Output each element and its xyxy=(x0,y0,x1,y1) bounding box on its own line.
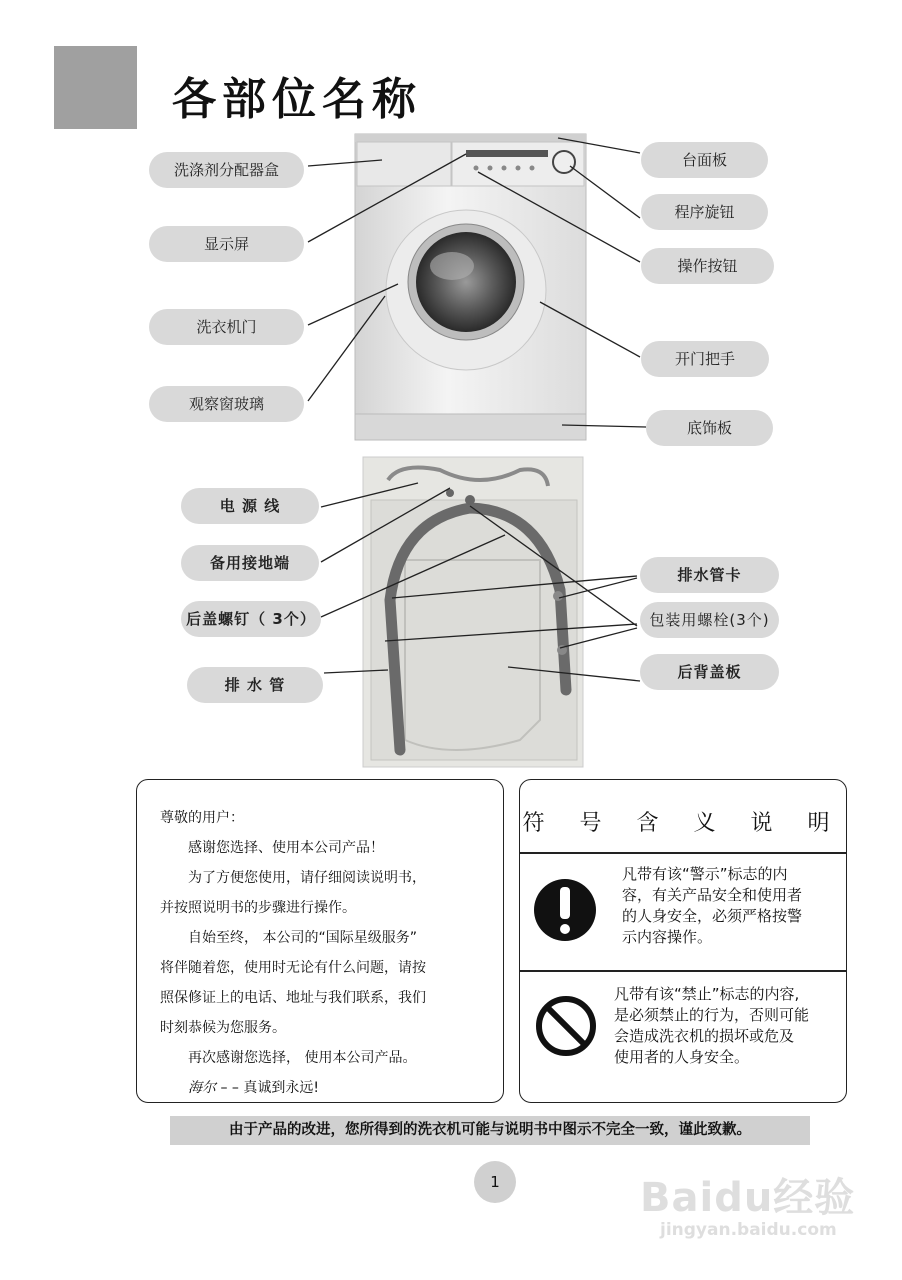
baidu-watermark-url: jingyan.baidu.com xyxy=(660,1220,837,1240)
forbidden-text-line: 使用者的人身安全。 xyxy=(614,1048,750,1066)
label-top-panel: 台面板 xyxy=(641,142,768,178)
window-glass xyxy=(416,232,516,332)
letter-signoff xyxy=(188,1073,319,1103)
warning-text-line: 示内容操作。 xyxy=(622,928,713,946)
label-back-cover: 后背盖板 xyxy=(640,654,779,690)
forbidden-text-line: 会造成洗衣机的损坏或危及 xyxy=(614,1027,795,1045)
letter-line: 感谢您选择、使用本公司产品！ xyxy=(188,840,384,856)
page-number: 1 xyxy=(474,1161,516,1203)
warning-text-line: 凡带有该“警示”标志的内 xyxy=(622,865,788,883)
washer-back-image xyxy=(363,457,583,767)
display-strip xyxy=(466,150,548,157)
label-power-cord: 电 源 线 xyxy=(181,488,319,524)
label-spare-ground: 备用接地端 xyxy=(181,545,319,581)
label-door-handle: 开门把手 xyxy=(641,341,769,377)
washer-front-image xyxy=(355,134,586,440)
label-shipping-bolts: 包装用螺栓(3个) xyxy=(640,602,779,638)
page-title: 各部位名称 xyxy=(172,74,422,125)
letter-line: 为了方便您使用，请仔细阅读说明书， xyxy=(188,870,426,886)
letter-line: 自始至终， 本公司的“国际星级服务” xyxy=(188,930,417,946)
label-drain-hose: 排 水 管 xyxy=(187,667,323,703)
letter-line: 时刻恭候为您服务。 xyxy=(160,1020,286,1036)
label-window-glass: 观察窗玻璃 xyxy=(149,386,304,422)
label-door: 洗衣机门 xyxy=(149,309,304,345)
symbols-title: 符 号 含 义 说 明 xyxy=(522,811,844,836)
warning-text-line: 的人身安全，必须严格按警 xyxy=(622,907,803,925)
base-plate xyxy=(355,414,586,440)
program-knob xyxy=(553,151,575,173)
label-hose-clip: 排水管卡 xyxy=(640,557,779,593)
label-back-screws: 后盖螺钉（ 3个） xyxy=(181,601,321,637)
letter-greeting: 尊敬的用户： xyxy=(160,810,244,826)
label-detergent-dispenser: 洗涤剂分配器盒 xyxy=(149,152,304,188)
baidu-watermark-logo: Baidu经验 xyxy=(640,1175,856,1221)
label-program-knob: 程序旋钮 xyxy=(641,194,768,230)
forbidden-text-line: 凡带有该“禁止”标志的内容, xyxy=(614,985,800,1003)
detergent-drawer xyxy=(357,142,451,186)
label-display: 显示屏 xyxy=(149,226,304,262)
haier-signature: 海尔 xyxy=(188,1080,216,1096)
slogan: – – 真诚到永远! xyxy=(220,1080,319,1096)
divider xyxy=(520,852,846,854)
footer-note: 由于产品的改进，您所得到的洗衣机可能与说明书中图示不完全一致，谨此致歉。 xyxy=(229,1122,751,1138)
letter-line: 并按照说明书的步骤进行操作。 xyxy=(160,900,356,916)
letter-line: 再次感谢您选择， 使用本公司产品。 xyxy=(188,1050,417,1066)
letter-line: 将伴随着您，使用时无论有什么问题，请按 xyxy=(160,960,426,976)
divider xyxy=(520,970,846,972)
letter-line: 照保修证上的电话、地址与我们联系，我们 xyxy=(160,990,426,1006)
warning-text-line: 容，有关产品安全和使用者 xyxy=(622,886,803,904)
label-base-plate: 底饰板 xyxy=(646,410,773,446)
forbidden-text-line: 是必须禁止的行为，否则可能 xyxy=(614,1006,810,1024)
label-control-buttons: 操作按钮 xyxy=(641,248,774,284)
